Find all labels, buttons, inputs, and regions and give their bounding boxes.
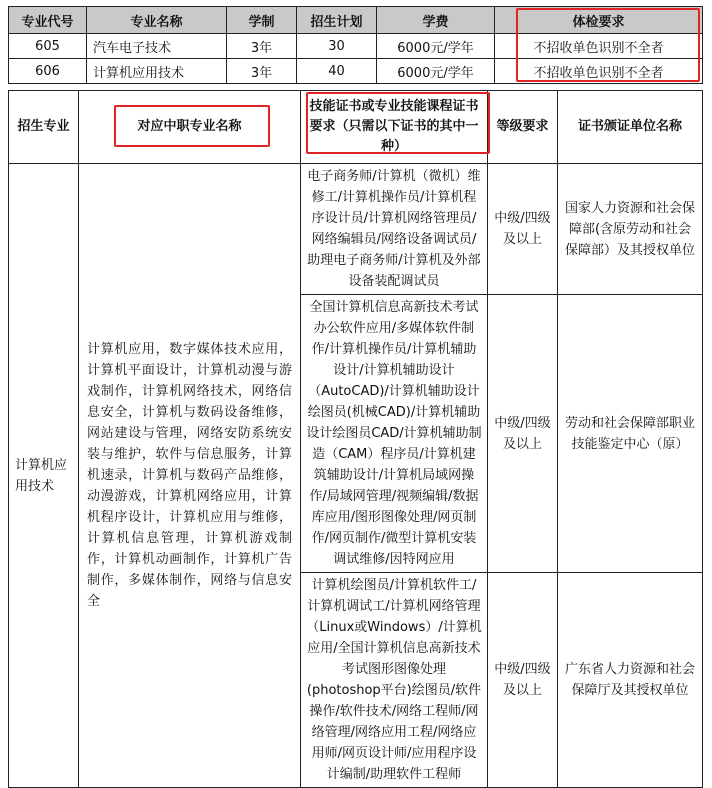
certificate-requirements-table [8,90,703,788]
header-counterpart-major: 对应中职专业名称 [79,91,301,164]
counterpart-majors-cell: 计算机应用，数字媒体技术应用，计算机平面设计，计算机动漫与游戏制作，计算机网络技术，网络信息安全，计算机与数码设备维修，网站建设与管理，网络安防系统安装与维护，软件与信息服务，计算机速录，计算机与数码产品维修，动漫游戏，计算机网络应用，计算机程序设计，计算机应用与维修，计算机信息管理，计算机游戏制作，计算机动画制作，计算机广告制作，多媒体制作，网络与信息安全 [79,164,301,788]
table-row [9,34,703,59]
header-enrollment-major: 招生专业 [9,91,79,164]
table-row [9,164,703,295]
enrollment-plan-cell: 40 [297,59,377,84]
medical-requirement-cell: 不招收单色识别不全者 [495,59,703,84]
tuition-cell: 6000元/学年 [377,59,495,84]
admission-plan-header-row [9,7,703,34]
major-code-cell: 606 [9,59,87,84]
issuer-cell: 劳动和社会保障部职业技能鉴定中心（原） [558,295,703,573]
level-cell: 中级/四级及以上 [488,573,558,788]
tuition-cell: 6000元/学年 [377,34,495,59]
major-code-cell: 605 [9,34,87,59]
header-major-code: 专业代号 [9,7,87,34]
medical-requirement-cell: 不招收单色识别不全者 [495,34,703,59]
header-level-requirement: 等级要求 [488,91,558,164]
certificate-header-row [9,91,703,164]
certificate-list-cell: 计算机绘图员/计算机软件工/计算机调试工/计算机网络管理（Linux或Windows）/计算机应用/全国计算机信息高新技术考试图形图像处理(photoshop平台)绘图员/软件操作/软件技术/网络工程师/网络管理/网络应用工程/网络应用师/网页设计师/应用程序设计编制/助理软件工程师 [301,573,488,788]
header-tuition: 学费 [377,7,495,34]
enrollment-plan-cell: 30 [297,34,377,59]
level-cell: 中级/四级及以上 [488,295,558,573]
header-major-name: 专业名称 [87,7,227,34]
duration-cell: 3年 [227,34,297,59]
header-medical-requirement: 体检要求 [495,7,703,34]
major-name-cell: 计算机应用技术 [87,59,227,84]
enrollment-major-cell: 计算机应用技术 [9,164,79,788]
level-cell: 中级/四级及以上 [488,164,558,295]
issuer-cell: 广东省人力资源和社会保障厅及其授权单位 [558,573,703,788]
table-row [9,59,703,84]
major-name-cell: 汽车电子技术 [87,34,227,59]
duration-cell: 3年 [227,59,297,84]
admission-plan-table [8,6,703,84]
header-issuer: 证书颁证单位名称 [558,91,703,164]
certificate-list-cell: 全国计算机信息高新技术考试办公软件应用/多媒体软件制作/计算机操作员/计算机辅助设计/计算机辅助设计（AutoCAD)/计算机辅助设计绘图员(机械CAD)/计算机辅助设计绘图员CAD/计算机辅助制造（CAM）程序员/计算机建筑辅助设计/计算机局域网操作/局域网管理/视频编辑/数据库应用/图形图像处理/网页制作/网页制作/微型计算机安装调试维修/因特网应用 [301,295,488,573]
header-duration: 学制 [227,7,297,34]
certificate-list-cell: 电子商务师/计算机（微机）维修工/计算机操作员/计算机程序设计员/计算机网络管理员/网络编辑员/网络设备调试员/助理电子商务师/计算机及外部设备装配调试员 [301,164,488,295]
header-enrollment-plan: 招生计划 [297,7,377,34]
issuer-cell: 国家人力资源和社会保障部(含原劳动和社会保障部）及其授权单位 [558,164,703,295]
header-certificate-requirement: 技能证书或专业技能课程证书要求（只需以下证书的其中一种） [301,91,488,164]
